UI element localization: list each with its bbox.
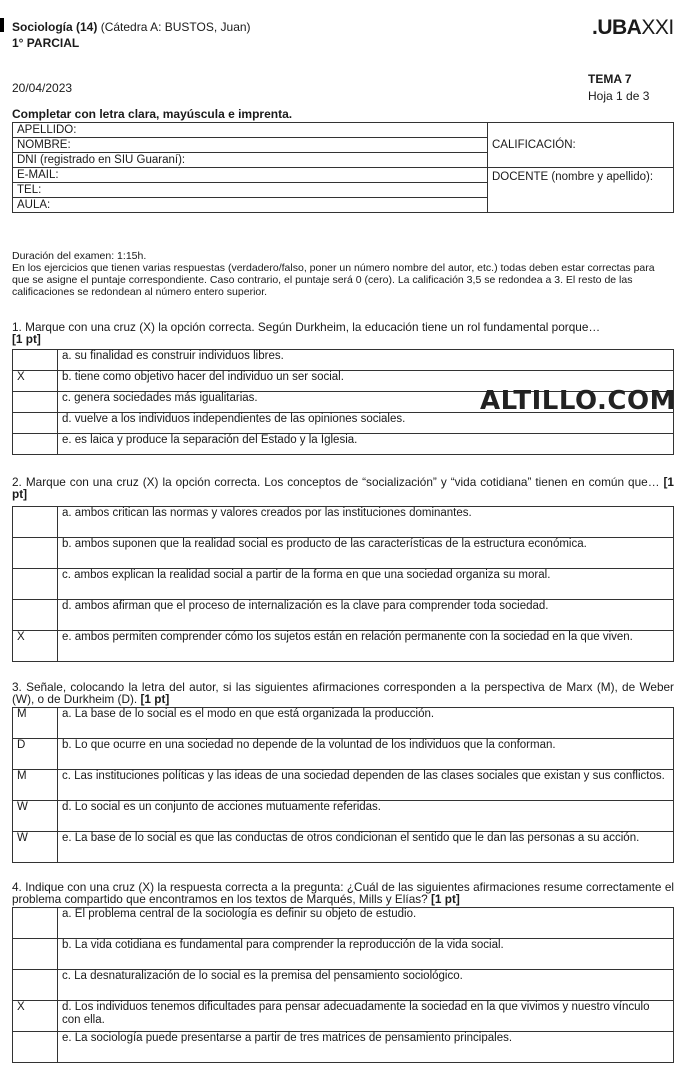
answer-box[interactable]: M xyxy=(13,770,58,801)
docente-field[interactable]: DOCENTE (nombre y apellido): xyxy=(488,168,674,213)
apellido-field[interactable]: APELLIDO: xyxy=(13,123,488,138)
option-text: a. La base de lo social es el modo en que está organizada la producción. xyxy=(58,708,674,739)
exam-title: 1° PARCIAL xyxy=(12,36,80,50)
answer-box[interactable] xyxy=(13,507,58,538)
answer-box[interactable]: X xyxy=(13,1001,58,1032)
option-text: c. La desnaturalización de lo social es la premisa del pensamiento sociológico. xyxy=(58,970,674,1001)
answer-box[interactable]: X xyxy=(13,371,58,392)
rules-text: En los ejercicios que tienen varias respuestas (verdadero/falso, poner un número nombre del autor, etc.) todas deben estar correctas para que se asigne el puntaje correspondiente. Caso contrario, el puntaje será 0 (cero). La calificación 3,5 se redondea a 3. El resto de las calificaciones se redondean al número entero superior. xyxy=(12,262,655,298)
course-title: Sociología (14) (Cátedra A: BUSTOS, Juan) xyxy=(12,20,251,34)
option-text: c. Las instituciones políticas y las ideas de una sociedad dependen de las clases sociales que existan y sus conflictos. xyxy=(58,770,674,801)
answer-box[interactable] xyxy=(13,392,58,413)
exam-date: 20/04/2023 xyxy=(12,81,73,95)
email-field[interactable]: E-MAIL: xyxy=(13,168,488,183)
student-info-form xyxy=(12,122,674,213)
question-4: 4. Indique con una cruz (X) la respuesta correcta a la pregunta: ¿Cuál de las siguientes afirmaciones resume correctamente el problema compartido que encontramos en los textos de Marqués, Mills y Elías? [1 pt] xyxy=(12,880,674,906)
answer-box[interactable] xyxy=(13,970,58,1001)
question-2: 2. Marque con una cruz (X) la opción correcta. Los conceptos de “socialización” y “vida cotidiana” tienen en común que… [1 pt] xyxy=(12,475,674,501)
answer-box[interactable]: D xyxy=(13,739,58,770)
page-count: Hoja 1 de 3 xyxy=(588,89,650,103)
option-text: a. su finalidad es construir individuos libres. xyxy=(58,350,674,371)
answer-box[interactable] xyxy=(13,908,58,939)
answer-box[interactable]: W xyxy=(13,801,58,832)
question-1: 1. Marque con una cruz (X) la opción correcta. Según Durkheim, la educación tiene un rol fundamental porque… [1 pt] xyxy=(12,320,601,346)
answer-box[interactable] xyxy=(13,413,58,434)
option-text: d. Lo social es un conjunto de acciones mutuamente referidas. xyxy=(58,801,674,832)
answer-box[interactable] xyxy=(13,538,58,569)
answer-box[interactable] xyxy=(13,600,58,631)
form-instruction: Completar con letra clara, mayúscula e imprenta. xyxy=(12,107,293,121)
option-text: e. ambos permiten comprender cómo los sujetos están en relación permanente con la sociedad en la que viven. xyxy=(58,631,674,662)
question-3-options xyxy=(12,707,674,863)
answer-box[interactable] xyxy=(13,434,58,455)
dni-field[interactable]: DNI (registrado en SIU Guaraní): xyxy=(13,153,488,168)
tema-label: TEMA 7 xyxy=(588,72,632,86)
question-3: 3. Señale, colocando la letra del autor, si las siguientes afirmaciones corresponden a la perspectiva de Marx (M), de Weber (W), o de Durkheim (D). [1 pt] xyxy=(12,680,674,706)
option-text: a. ambos critican las normas y valores creados por las instituciones dominantes. xyxy=(58,507,674,538)
option-text: c. ambos explican la realidad social a partir de la forma en que una sociedad organiza su moral. xyxy=(58,569,674,600)
tel-field[interactable]: TEL: xyxy=(13,183,488,198)
duration-text: Duración del examen: 1:15h. xyxy=(12,250,147,262)
aula-field[interactable]: AULA: xyxy=(13,198,488,213)
option-text: b. Lo que ocurre en una sociedad no depende de la voluntad de los individuos que la conforman. xyxy=(58,739,674,770)
option-text: a. El problema central de la sociología es definir su objeto de estudio. xyxy=(58,908,674,939)
question-2-options xyxy=(12,506,674,662)
option-text: b. tiene como objetivo hacer del individuo un ser social. xyxy=(58,371,674,392)
ubaxxi-logo: .UBAXXI xyxy=(592,16,674,39)
option-text: b. La vida cotidiana es fundamental para comprender la reproducción de la vida social. xyxy=(58,939,674,970)
option-text: d. ambos afirman que el proceso de internalización es la clave para comprender toda sociedad. xyxy=(58,600,674,631)
answer-box[interactable] xyxy=(13,350,58,371)
answer-box[interactable]: X xyxy=(13,631,58,662)
option-text: c. genera sociedades más igualitarias. xyxy=(58,392,674,413)
header-marker xyxy=(0,18,4,32)
nombre-field[interactable]: NOMBRE: xyxy=(13,138,488,153)
answer-box[interactable]: M xyxy=(13,708,58,739)
calificacion-field[interactable]: CALIFICACIÓN: xyxy=(488,123,674,168)
option-text: e. La base de lo social es que las conductas de otros condicionan el sentido que le dan las personas a su acción. xyxy=(58,832,674,863)
answer-box[interactable]: W xyxy=(13,832,58,863)
answer-box[interactable] xyxy=(13,569,58,600)
option-text: b. ambos suponen que la realidad social es producto de las características de la estructura económica. xyxy=(58,538,674,569)
answer-box[interactable] xyxy=(13,1032,58,1063)
altillo-watermark: ALTILLO.COM xyxy=(480,386,676,416)
answer-box[interactable] xyxy=(13,939,58,970)
option-text: e. La sociología puede presentarse a partir de tres matrices de pensamiento principales. xyxy=(58,1032,674,1063)
question-4-options xyxy=(12,907,674,1063)
exam-notes xyxy=(12,250,672,298)
option-text: d. vuelve a los individuos independientes de las opiniones sociales. xyxy=(58,413,674,434)
option-text: d. Los individuos tenemos dificultades para pensar adecuadamente la sociedad en la que vivimos y nuestro vínculo con ella. xyxy=(58,1001,674,1032)
option-text: e. es laica y produce la separación del Estado y la Iglesia. xyxy=(58,434,674,455)
